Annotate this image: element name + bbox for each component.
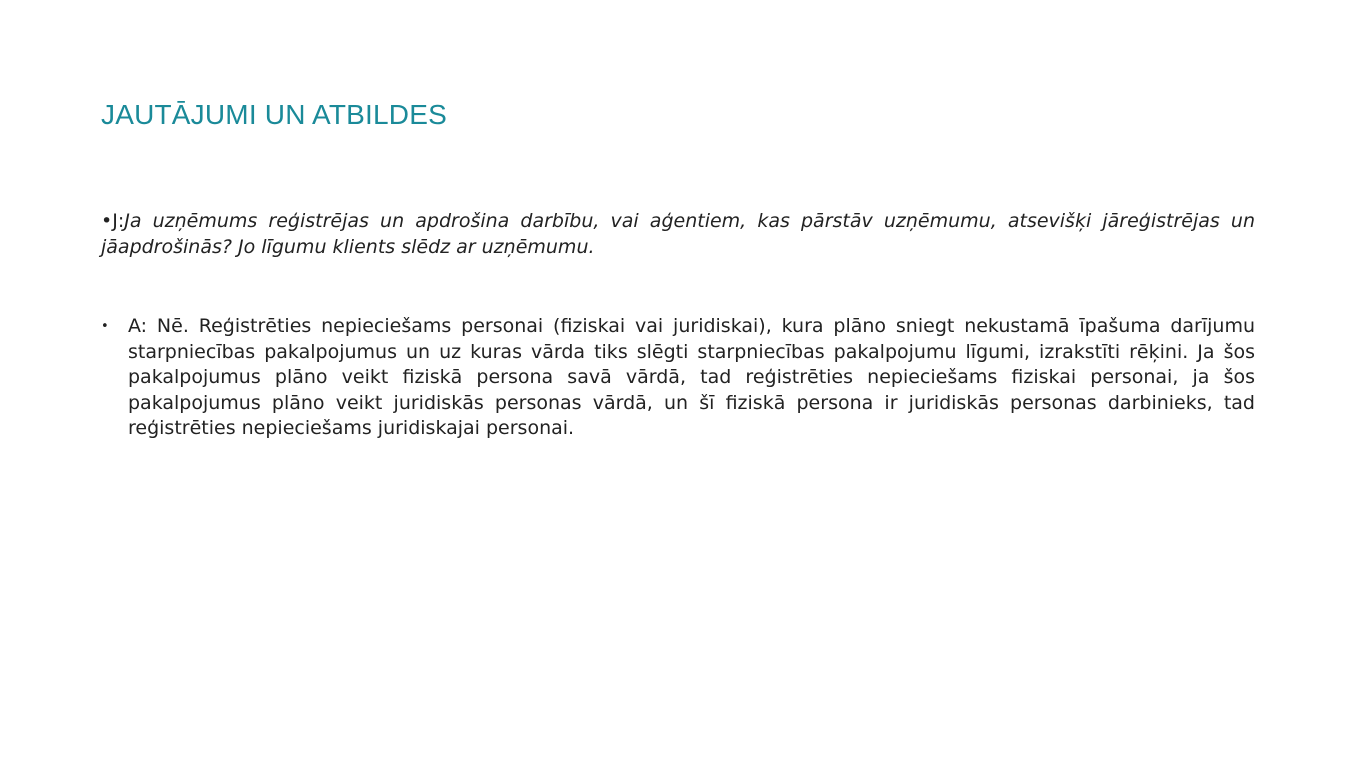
- answer-paragraph: [101, 314, 1255, 442]
- question-bullet: •: [101, 210, 113, 232]
- question-prefix: J:: [112, 210, 125, 232]
- question-paragraph: [101, 208, 1255, 260]
- answer-bullet: •: [101, 319, 109, 334]
- question-text: Ja uzņēmums reģistrējas un apdrošina darbību, vai aģentiem, kas pārstāv uzņēmumu, atsevišķi jāreģistrējas un jāapdrošinās? Jo līgumu klients slēdz ar uzņēmumu.: [101, 210, 1255, 258]
- slide-title: JAUTĀJUMI UN ATBILDES: [101, 99, 447, 130]
- answer-text: A: Nē. Reģistrēties nepieciešams personai (fiziskai vai juridiskai), kura plāno sniegt nekustamā īpašuma darījumu starpniecības pakalpojumus un uz kuras vārda tiks slēgti starpniecības pakalpojumu līgumi, izrakstīti rēķini. Ja šos pakalpojumus plāno veikt fiziskā persona savā vārdā, tad reģistrēties nepieciešams fiziskai personai, ja šos pakalpojumus plāno veikt juridiskās personas vārdā, un šī fiziskā persona ir juridiskās personas darbinieks, tad reģistrēties nepieciešams juridiskajai personai.: [128, 315, 1255, 439]
